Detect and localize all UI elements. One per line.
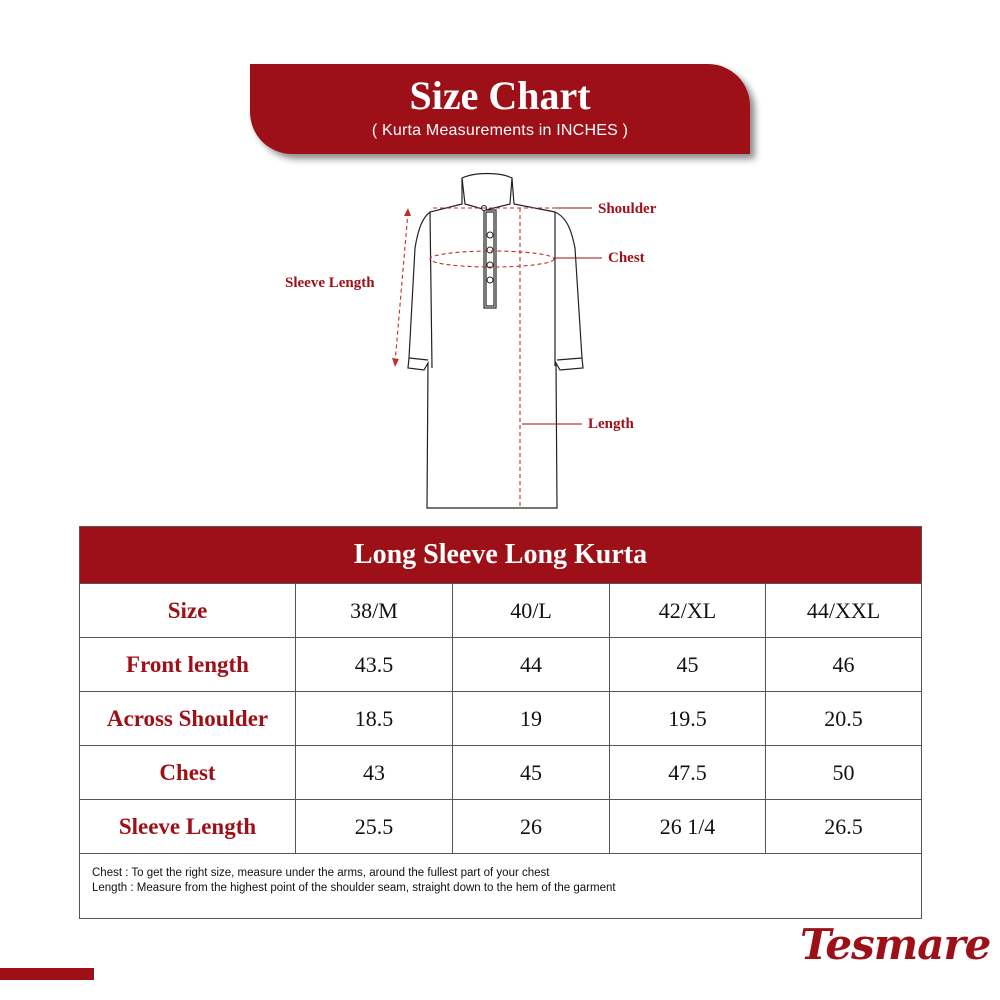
- brand-logo-text: Tesmare: [800, 920, 991, 969]
- table-cell: 43.5: [296, 638, 453, 692]
- table-cell: 46: [766, 638, 922, 692]
- measurement-notes: [80, 854, 922, 919]
- table-cell: 43: [296, 746, 453, 800]
- row-label: Across Shoulder: [80, 692, 296, 746]
- table-cell: 26: [453, 800, 610, 854]
- table-cell: 19: [453, 692, 610, 746]
- brand-logo: [800, 920, 991, 990]
- chest-note: Chest : To get the right size, measure under the arms, around the fullest part of your chest: [92, 867, 550, 879]
- size-table: [79, 526, 922, 919]
- header-42-xl: 42/XL: [610, 584, 766, 638]
- table-cell: 25.5: [296, 800, 453, 854]
- sleeve-length-label: Sleeve Length: [285, 275, 375, 291]
- header-38-m: 38/M: [296, 584, 453, 638]
- row-label: Sleeve Length: [80, 800, 296, 854]
- table-cell: 47.5: [610, 746, 766, 800]
- page-title: Size Chart: [409, 73, 591, 118]
- table-title: Long Sleeve Long Kurta: [80, 527, 922, 584]
- table-cell: 45: [610, 638, 766, 692]
- accent-bar: [0, 968, 94, 980]
- table-row-sleeve-length: [80, 800, 922, 854]
- table-cell: 18.5: [296, 692, 453, 746]
- row-label: Chest: [80, 746, 296, 800]
- row-label: Front length: [80, 638, 296, 692]
- kurta-illustration: [270, 168, 690, 518]
- kurta-diagram: [270, 168, 690, 518]
- table-row-chest: [80, 746, 922, 800]
- table-cell: 50: [766, 746, 922, 800]
- length-label: Length: [588, 416, 634, 432]
- size-chart-banner: [250, 64, 750, 154]
- table-header-row: [80, 584, 922, 638]
- header-size: Size: [80, 584, 296, 638]
- table-cell: 45: [453, 746, 610, 800]
- table-cell: 20.5: [766, 692, 922, 746]
- table-cell: 19.5: [610, 692, 766, 746]
- shoulder-label: Shoulder: [598, 201, 657, 217]
- header-44-xxl: 44/XXL: [766, 584, 922, 638]
- table-row-front-length: [80, 638, 922, 692]
- guide-arrows: [392, 208, 411, 367]
- kurta-outline: [408, 174, 583, 509]
- header-40-l: 40/L: [453, 584, 610, 638]
- page-subtitle: ( Kurta Measurements in INCHES ): [371, 122, 629, 139]
- chest-label: Chest: [608, 250, 645, 266]
- table-cell: 26 1/4: [610, 800, 766, 854]
- table-cell: 44: [453, 638, 610, 692]
- length-note: Length : Measure from the highest point of the shoulder seam, straight down to the hem of the garment: [92, 882, 616, 894]
- table-cell: 26.5: [766, 800, 922, 854]
- table-row-across-shoulder: [80, 692, 922, 746]
